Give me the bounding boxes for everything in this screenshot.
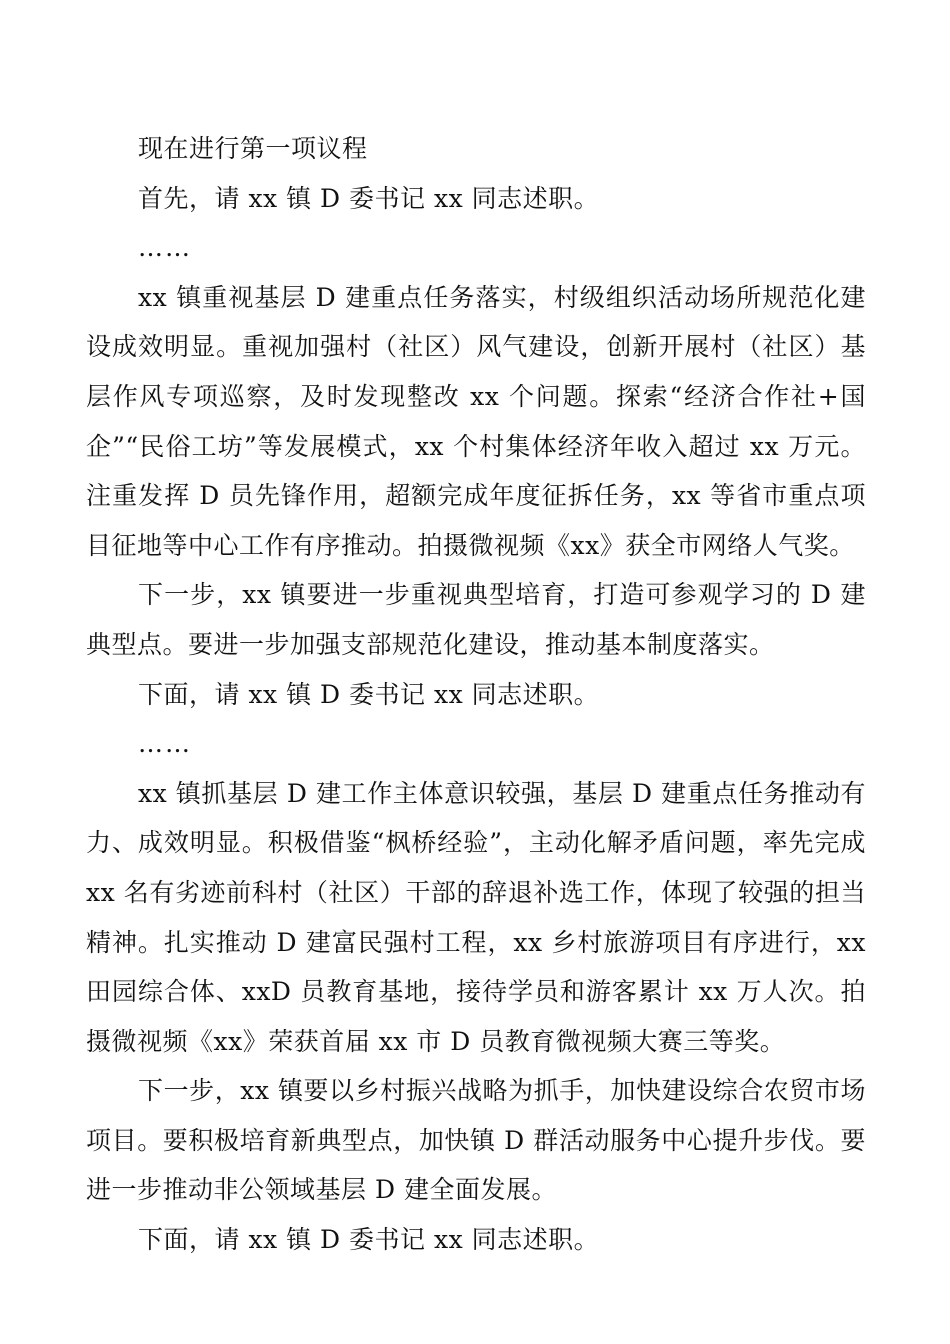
- ellipsis-1: ……: [138, 233, 192, 263]
- third-speaker-intro: 下面，请 xx 镇 D 委书记 xx 同志述职。: [138, 1225, 600, 1255]
- first-town-review: xx 镇重视基层 D 建重点任务落实，村级组织活动场所规范化建设成效明显。重视加强村（社区）风气建设，创新开展村（社区）基层作风专项巡察，及时发现整改 xx 个问题。探索“经济合作社+国企”“民俗工坊”等发展模式，xx 个村集体经济年收入超过 xx 万元。注重发挥 D 员先锋作用，超额完成年度征拆任务，xx 等省市重点项目征地等中心工作有序推动。拍摄微视频《xx》获全市网络人气奖。: [86, 282, 866, 560]
- document-body: [86, 124, 866, 1265]
- second-speaker-intro: 下面，请 xx 镇 D 委书记 xx 同志述职。: [138, 679, 600, 709]
- first-town-next-step: 下一步，xx 镇要进一步重视典型培育，打造可参观学习的 D 建典型点。要进一步加强支部规范化建设，推动基本制度落实。: [86, 580, 866, 659]
- second-town-next-step: 下一步，xx 镇要以乡村振兴战略为抓手，加快建设综合农贸市场项目。要积极培育新典型点，加快镇 D 群活动服务中心提升步伐。要进一步推动非公领域基层 D 建全面发展。: [86, 1076, 866, 1205]
- agenda-heading: 现在进行第一项议程: [138, 134, 368, 163]
- second-town-review: xx 镇抓基层 D 建工作主体意识较强，基层 D 建重点任务推动有力、成效明显。积极借鉴“枫桥经验”，主动化解矛盾问题，率先完成 xx 名有劣迹前科村（社区）干部的辞退补选工作，体现了较强的担当精神。扎实推动 D 建富民强村工程，xx 乡村旅游项目有序进行，xx 田园综合体、xxD 员教育基地，接待学员和游客累计 xx 万人次。拍摄微视频《xx》荣获首届 xx 市 D 员教育微视频大赛三等奖。: [86, 778, 866, 1056]
- ellipsis-2: ……: [138, 729, 192, 759]
- first-speaker-intro: 首先，请 xx 镇 D 委书记 xx 同志述职。: [138, 183, 600, 213]
